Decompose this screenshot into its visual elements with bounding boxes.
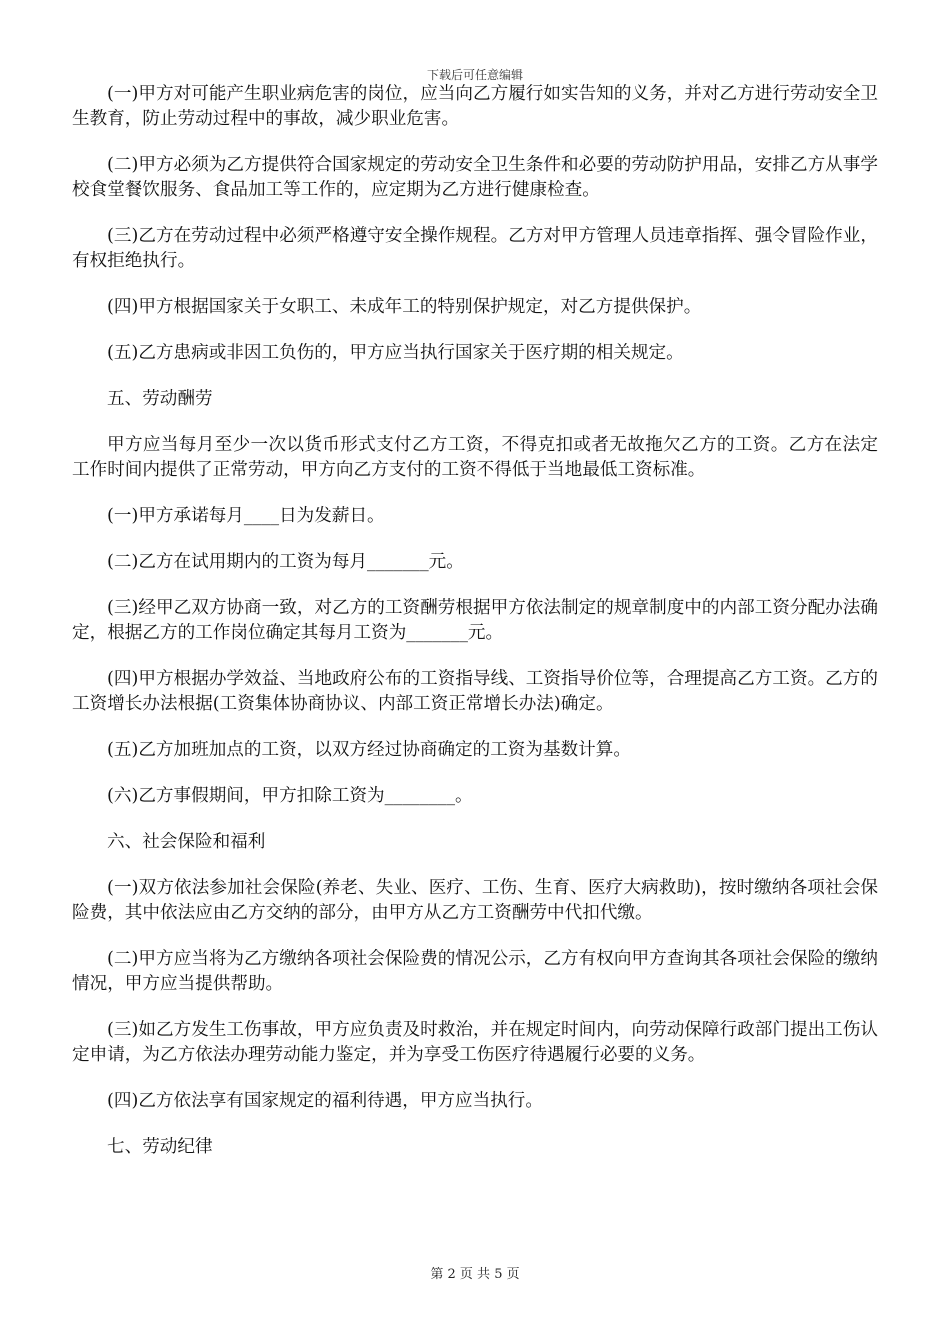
- clause-paragraph: (四)乙方依法享有国家规定的福利待遇，甲方应当执行。: [107, 1091, 543, 1111]
- section-heading: 七、劳动纪律: [107, 1137, 213, 1157]
- clause-paragraph: (二)乙方在试用期内的工资为每月_______元。: [107, 552, 464, 572]
- page-number: 第 2 页 共 5 页: [430, 1267, 520, 1282]
- clause-paragraph: (三)经甲乙双方协商一致，对乙方的工资酬劳根据甲方依法制定的规章制度中的内部工资分配办法确定，根据乙方的工作岗位确定其每月工资为_______元。: [72, 598, 878, 643]
- section-heading: 五、劳动酬劳: [107, 389, 213, 409]
- clause-paragraph: 甲方应当每月至少一次以货币形式支付乙方工资，不得克扣或者无故拖欠乙方的工资。乙方在法定工作时间内提供了正常劳动，甲方向乙方支付的工资不得低于当地最低工资标准。: [72, 435, 878, 480]
- clause-paragraph: (三)乙方在劳动过程中必须严格遵守安全操作规程。乙方对甲方管理人员违章指挥、强令冒险作业，有权拒绝执行。: [72, 226, 878, 271]
- clause-paragraph: (二)甲方应当将为乙方缴纳各项社会保险费的情况公示，乙方有权向甲方查询其各项社会保险的缴纳情况，甲方应当提供帮助。: [72, 949, 878, 994]
- clause-paragraph: (五)乙方患病或非因工负伤的，甲方应当执行国家关于医疗期的相关规定。: [107, 343, 684, 363]
- clause-paragraph: (三)如乙方发生工伤事故，甲方应负责及时救治，并在规定时间内，向劳动保障行政部门提出工伤认定申请，为乙方依法办理劳动能力鉴定，并为享受工伤医疗待遇履行必要的义务。: [72, 1020, 878, 1065]
- document-body: [72, 82, 878, 1181]
- clause-paragraph: (一)双方依法参加社会保险(养老、失业、医疗、工伤、生育、医疗大病救助)，按时缴纳各项社会保险费，其中依法应由乙方交纳的部分，由甲方从乙方工资酬劳中代扣代缴。: [72, 878, 878, 923]
- clause-paragraph: (二)甲方必须为乙方提供符合国家规定的劳动安全卫生条件和必要的劳动防护用品，安排乙方从事学校食堂餐饮服务、食品加工等工作的，应定期为乙方进行健康检查。: [72, 155, 878, 200]
- clause-paragraph: (五)乙方加班加点的工资，以双方经过协商确定的工资为基数计算。: [107, 740, 631, 760]
- clause-paragraph: (一)甲方承诺每月____日为发薪日。: [107, 506, 385, 526]
- clause-paragraph: (六)乙方事假期间，甲方扣除工资为________。: [107, 786, 473, 806]
- clause-paragraph: (一)甲方对可能产生职业病危害的岗位，应当向乙方履行如实告知的义务，并对乙方进行劳动安全卫生教育，防止劳动过程中的事故，减少职业危害。: [72, 84, 878, 129]
- clause-paragraph: (四)甲方根据办学效益、当地政府公布的工资指导线、工资指导价位等，合理提高乙方工资。乙方的工资增长办法根据(工资集体协商协议、内部工资正常增长办法)确定。: [72, 669, 878, 714]
- section-heading: 六、社会保险和福利: [107, 832, 266, 852]
- header-note: 下载后可任意编辑: [426, 68, 523, 82]
- clause-paragraph: (四)甲方根据国家关于女职工、未成年工的特别保护规定，对乙方提供保护。: [107, 297, 702, 317]
